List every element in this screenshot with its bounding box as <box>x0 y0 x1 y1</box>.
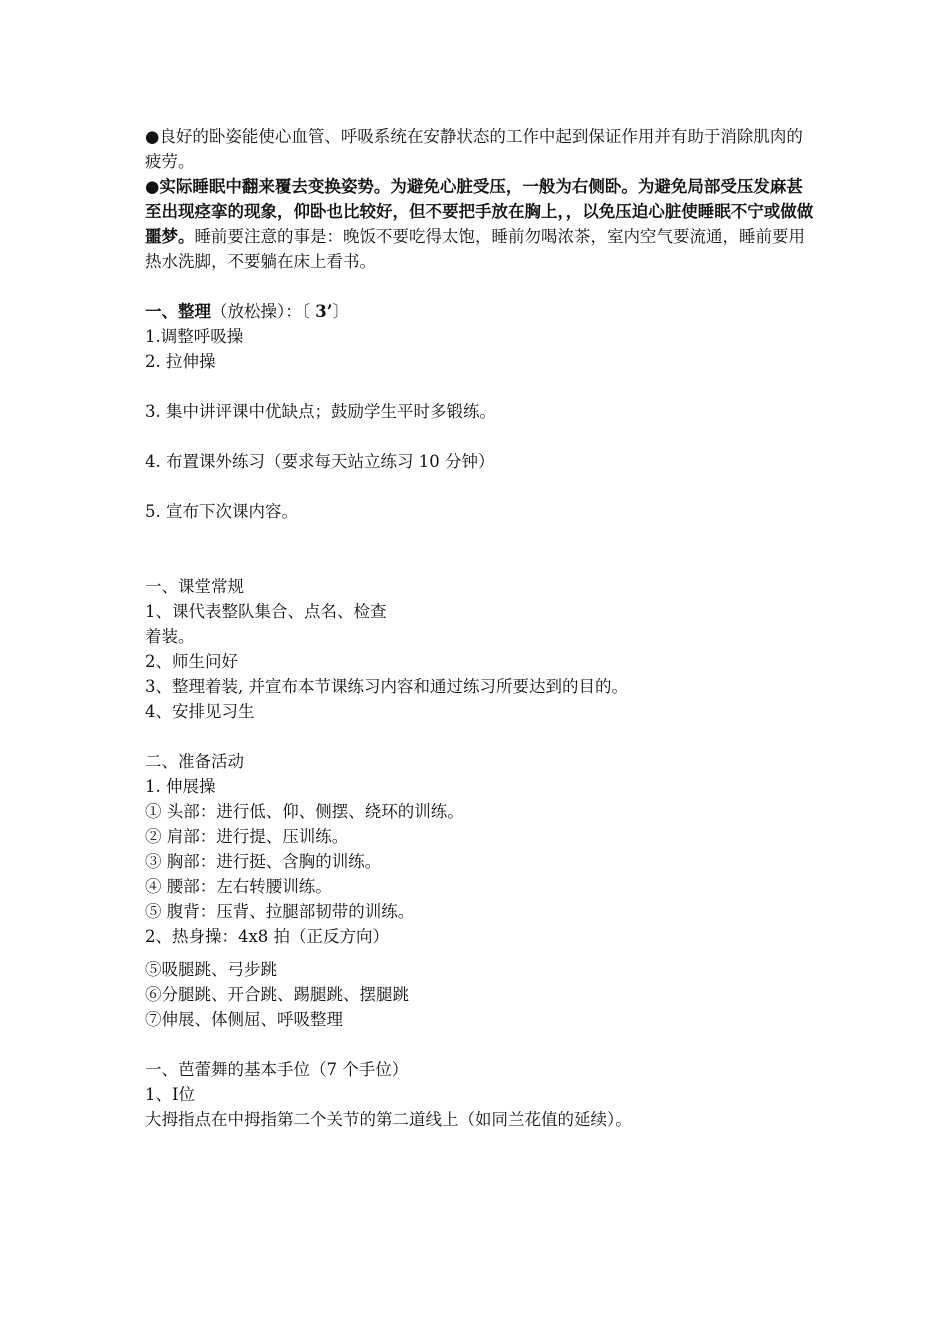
routine-title: 一、课堂常规 <box>145 577 244 596</box>
routine-item: 4、安排见习生 <box>145 702 255 721</box>
cooldown-item: 4. 布置课外练习（要求每天站立练习 10 分钟） <box>145 452 495 471</box>
routine-item: 1、课代表整队集合、点名、检查 <box>145 602 387 621</box>
routine-item: 2、师生问好 <box>145 652 238 671</box>
stretch-item: ① 头部：进行低、仰、侧摆、绕环的训练。 <box>145 802 464 821</box>
sleep-bold-text: ●实际睡眠中翻来覆去变换姿势。为避免心脏受压，一般为右侧卧。为避免局部受压发麻甚至出现痉挛的现象，仰卧也比较好，但不要把手放在胸上，，以免压迫心脏使睡眠不宁或做做噩梦。 <box>145 177 814 246</box>
jump-item: ⑦伸展、体侧屈、呼吸整理 <box>145 1010 343 1029</box>
sleep-paragraph-2 <box>145 174 815 274</box>
cooldown-item: 5. 宣布下次课内容。 <box>145 502 298 521</box>
warmup-subtitle: 2、热身操：4x8 拍（正反方向） <box>145 927 390 946</box>
sleep-paragraph-1: ●良好的卧姿能使心血管、呼吸系统在安静状态的工作中起到保证作用并有助于消除肌肉的疲劳。 <box>145 127 803 171</box>
sleep-normal-text: 睡前要注意的事是：晚饭不要吃得太饱，睡前勿喝浓茶，室内空气要流通，睡前要用热水洗脚，不要躺在床上看书。 <box>145 227 805 271</box>
cooldown-item: 2. 拉伸操 <box>145 352 216 371</box>
jump-item: ⑤吸腿跳、弓步跳 <box>145 960 277 979</box>
stretch-item: ② 肩部：进行提、压训练。 <box>145 827 349 846</box>
jump-item: ⑥分腿跳、开合跳、踢腿跳、摆腿跳 <box>145 985 409 1004</box>
ballet-title: 一、芭蕾舞的基本手位（7 个手位） <box>145 1060 409 1079</box>
warmup-subtitle: 1. 伸展操 <box>145 777 216 796</box>
warmup-title: 二、准备活动 <box>145 752 244 771</box>
stretch-item: ⑤ 腹背：压背、拉腿部韧带的训练。 <box>145 902 415 921</box>
ballet-description: 大拇指点在中拇指第二个关节的第二道线上（如同兰花值的延续）。 <box>145 1110 632 1129</box>
cooldown-item: 1.调整呼吸操 <box>145 327 244 346</box>
ballet-position: 1、Ⅰ位 <box>145 1085 196 1104</box>
stretch-item: ④ 腰部：左右转腰训练。 <box>145 877 332 896</box>
cooldown-item: 3. 集中讲评课中优缺点；鼓励学生平时多锻练。 <box>145 402 496 421</box>
routine-item: 3、整理着装, 并宣布本节课练习内容和通过练习所要达到的目的。 <box>145 677 628 696</box>
routine-item: 着装。 <box>145 627 195 646</box>
document-page <box>145 124 815 1132</box>
stretch-item: ③ 胸部：进行挺、含胸的训练。 <box>145 852 382 871</box>
cooldown-title: 一、整理（放松操）：〔 3’〕 <box>145 302 349 321</box>
